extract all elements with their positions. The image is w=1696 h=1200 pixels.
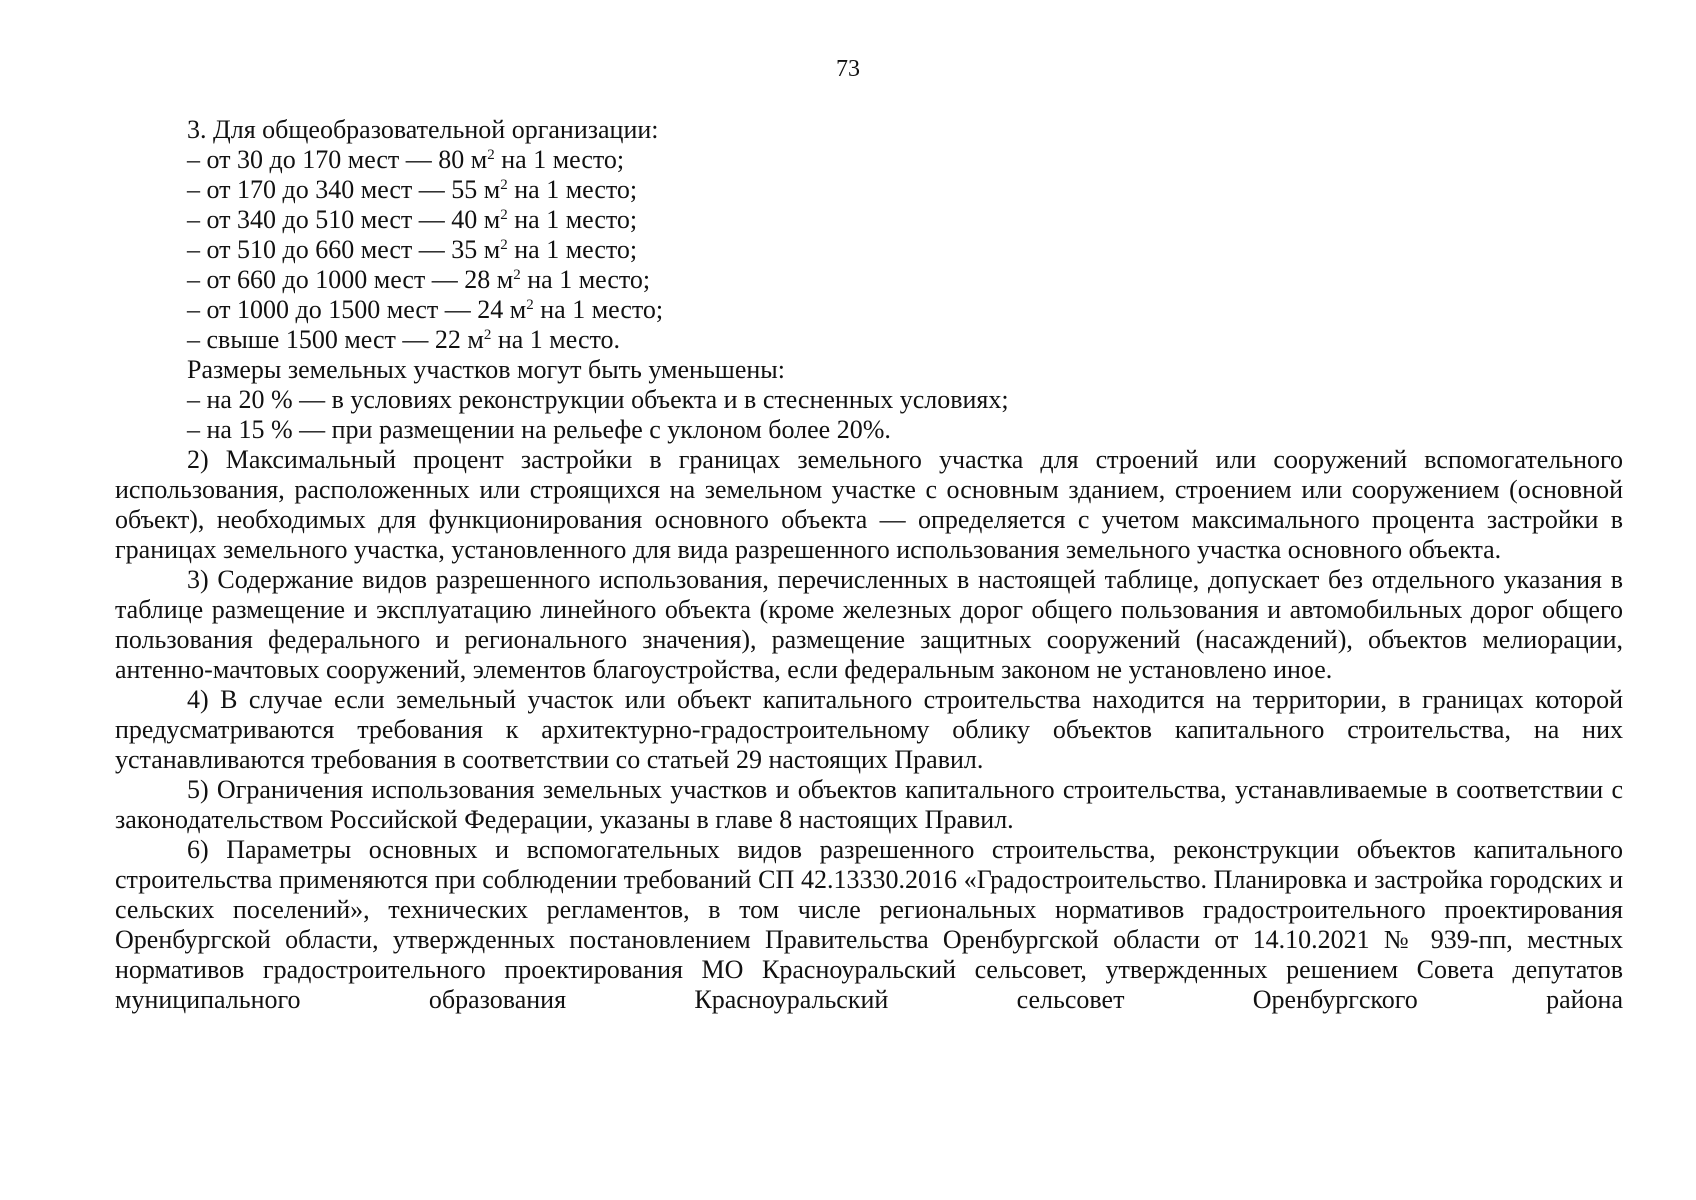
document-body [115,115,1623,1015]
list-item: – от 1000 до 1500 мест — 24 $м^2$ на 1 место; [187,295,664,324]
paragraph-2: 2) Максимальный процент застройки в границах земельного участка для строений или сооружений вспомогательного использования, расположенных или строящихся на земельном участке с основным зданием, строением или сооружением (основной объект), необходимых для функционирования основного объекта — определяется с учетом максимального процента застройки в границах земельного участка, установленного для вида разрешенного использования земельного участка основного объекта. [115,445,1623,564]
list-item: – от 30 до 170 мест — 80 $м^2$ на 1 место; [187,145,625,174]
paragraph-4: 4) В случае если земельный участок или объект капитального строительства находится на территории, в границах которой предусматриваются требования к архитектурно-градостроительному облику объектов капитального строительства, на них устанавливаются требования в соответствии со статьей 29 настоящих Правил. [115,685,1623,774]
list-item: – от 510 до 660 мест — 35 $м^2$ на 1 место; [187,235,638,264]
capacity-list [115,145,1623,355]
paragraph-3: 3) Содержание видов разрешенного использования, перечисленных в настоящей таблице, допускает без отдельного указания в таблице размещение и эксплуатацию линейного объекта (кроме железных дорог общего пользования и автомобильных дорог общего пользования федерального и регионального значения), размещение защитных сооружений (насаждений), объектов мелиорации, антенно-мачтовых сооружений, элементов благоустройства, если федеральным законом не установлено иное. [115,565,1623,684]
reduction-intro: Размеры земельных участков могут быть уменьшены: [187,355,785,384]
list-item: – от 340 до 510 мест — 40 $м^2$ на 1 место; [187,205,638,234]
section-intro: 3. Для общеобразовательной организации: [187,115,659,144]
list-item: – от 170 до 340 мест — 55 $м^2$ на 1 место; [187,175,638,204]
paragraph-6: 6) Параметры основных и вспомогательных видов разрешенного строительства, реконструкции объектов капитального строительства применяются при соблюдении требований СП 42.13330.2016 «Градостроительство. Планировка и застройка городских и сельских поселений», технических регламентов, в том числе региональных нормативов градостроительного проектирования Оренбургской области, утвержденных постановлением Правительства Оренбургской области от 14.10.2021 № 939-пп, местных нормативов градостроительного проектирования МО Красноуральский сельсовет, утвержденных решением Совета депутатов муниципального образования Красноуральский сельсовет Оренбургского района [115,835,1623,1014]
list-item: – от 660 до 1000 мест — 28 $м^2$ на 1 место; [187,265,651,294]
list-item: – свыше 1500 мест — 22 $м^2$ на 1 место. [187,325,620,354]
paragraph-5: 5) Ограничения использования земельных участков и объектов капитального строительства, устанавливаемые в соответствии с законодательством Российской Федерации, указаны в главе 8 настоящих Правил. [115,775,1623,834]
list-item: – на 15 % — при размещении на рельефе с уклоном более 20%. [187,415,891,444]
page-number: 73 [836,56,860,82]
list-item: – на 20 % — в условиях реконструкции объекта и в стесненных условиях; [187,385,1009,414]
